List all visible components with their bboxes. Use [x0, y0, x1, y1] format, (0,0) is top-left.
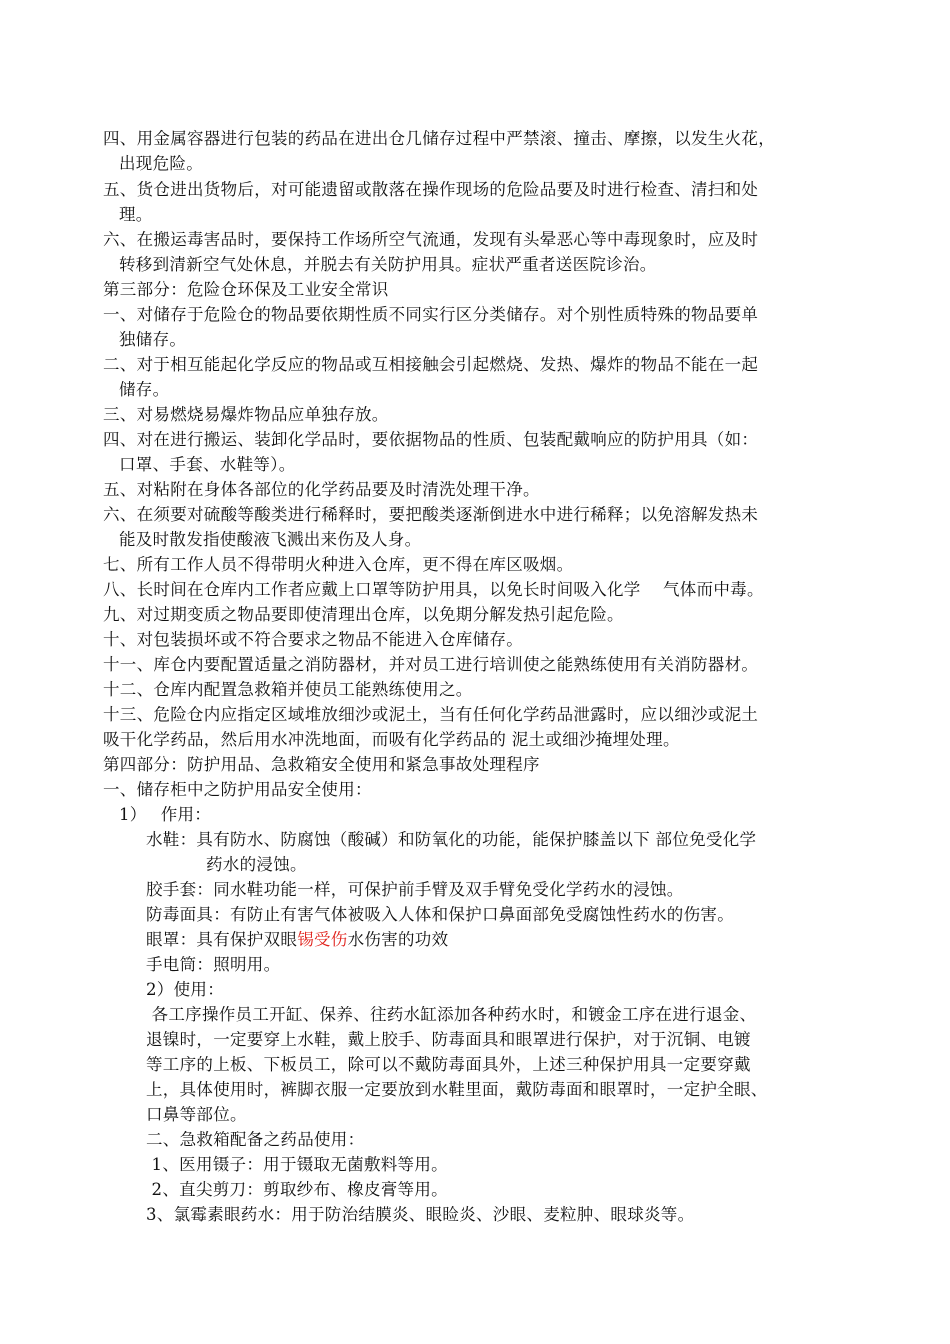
- text-line: 四、对在进行搬运、装卸化学品时，要依据物品的性质、包装配戴响应的防护用具（如：: [103, 430, 759, 449]
- text-line: 1） 作用：: [119, 805, 212, 824]
- text-line: 药水的浸蚀。: [206, 855, 307, 874]
- text-segment: 水伤害的功效: [347, 930, 449, 949]
- text-line: 各工序操作员工开缸、保养、往药水缸添加各种药水时，和镀金工序在进行退金、: [146, 1005, 757, 1024]
- text-line: 胶手套：同水鞋功能一样，可保护前手臂及双手臂免受化学药水的浸蚀。: [146, 880, 684, 899]
- text-line: 手电筒：照明用。: [146, 955, 281, 974]
- text-line: 八、长时间在仓库内工作者应戴上口罩等防护用具，以免长时间吸入化学 气体而中毒。: [103, 580, 764, 599]
- text-line: 十二、仓库内配置急救箱并使员工能熟练使用之。: [103, 680, 473, 699]
- text-line: 转移到清新空气处休息，并脱去有关防护用具。症状严重者送医院诊治。: [119, 255, 657, 274]
- text-line: 口鼻等部位。: [146, 1105, 247, 1124]
- text-line: 四、用金属容器进行包装的药品在进出仓几储存过程中严禁滚、撞击、摩擦，以发生火花，: [103, 129, 775, 148]
- text-line: 3、氯霉素眼药水：用于防治结膜炎、眼睑炎、沙眼、麦粒肿、眼球炎等。: [146, 1205, 695, 1224]
- text-line: 退镍时，一定要穿上水鞋，戴上胶手、防毒面具和眼罩进行保护，对于沉铜、电镀: [146, 1030, 751, 1049]
- text-line: 理。: [119, 205, 153, 224]
- text-line: 吸干化学药品，然后用水冲洗地面，而吸有化学药品的 泥土或细沙掩埋处理。: [103, 730, 680, 749]
- text-line: 出现危险。: [119, 154, 203, 173]
- text-line: 口罩、手套、水鞋等）。: [119, 455, 296, 474]
- text-line: 二、急救箱配备之药品使用：: [146, 1130, 365, 1149]
- text-line: 十一、库仓内要配置适量之消防器材，并对员工进行培训使之能熟练使用有关消防器材。: [103, 655, 759, 674]
- text-line: 九、对过期变质之物品要即使清理出仓库，以免期分解发热引起危险。: [103, 605, 624, 624]
- text-line: 等工序的上板、下板员工，除可以不戴防毒面具外，上述三种保护用具一定要穿戴: [146, 1055, 751, 1074]
- text-line: 独储存。: [119, 330, 187, 349]
- text-line: 防毒面具：有防止有害气体被吸入人体和保护口鼻面部免受腐蚀性药水的伤害。: [146, 905, 734, 924]
- text-line: 三、对易燃烧易爆炸物品应单独存放。: [103, 405, 389, 424]
- text-line: 2、直尖剪刀：剪取纱布、橡皮膏等用。: [146, 1180, 448, 1199]
- text-line: 六、在须要对硫酸等酸类进行稀释时，要把酸类逐渐倒进水中进行稀释；以免溶解发热未: [103, 505, 759, 524]
- section-heading: 第四部分：防护用品、急救箱安全使用和紧急事故处理程序: [103, 755, 540, 774]
- text-line: 二、对于相互能起化学反应的物品或互相接触会引起燃烧、发热、爆炸的物品不能在一起: [103, 355, 759, 374]
- text-line: 五、货仓进出货物后，对可能遗留或散落在操作现场的危险品要及时进行检查、清扫和处: [103, 180, 759, 199]
- text-line: 十、对包装损坏或不符合要求之物品不能进入仓库储存。: [103, 630, 523, 649]
- text-segment: 眼罩：具有保护双眼: [146, 930, 298, 949]
- text-line: 五、对粘附在身体各部位的化学药品要及时清洗处理干净。: [103, 480, 540, 499]
- text-line: 七、所有工作人员不得带明火种进入仓库，更不得在库区吸烟。: [103, 555, 574, 574]
- text-line: 一、储存柜中之防护用品安全使用：: [103, 780, 372, 799]
- text-line: 能及时散发指使酸液飞溅出来伤及人身。: [119, 530, 422, 549]
- text-line: 一、对储存于危险仓的物品要依期性质不同实行区分类储存。对个别性质特殊的物品要单: [103, 305, 759, 324]
- text-line: 十三、危险仓内应指定区域堆放细沙或泥土，当有任何化学药品泄露时，应以细沙或泥土: [103, 705, 759, 724]
- text-line: 2）使用：: [146, 980, 224, 999]
- text-line: 水鞋：具有防水、防腐蚀（酸碱）和防氧化的功能，能保护膝盖以下 部位免受化学: [146, 830, 757, 849]
- text-line: [146, 927, 448, 952]
- highlighted-text: 锡受伤: [297, 930, 348, 949]
- text-line: 上，具体使用时，裤脚衣服一定要放到水鞋里面，戴防毒面和眼罩时，一定护全眼、: [146, 1080, 768, 1099]
- text-line: 1、医用镊子：用于镊取无菌敷料等用。: [146, 1155, 448, 1174]
- section-heading: 第三部分：危险仓环保及工业安全常识: [103, 280, 389, 299]
- text-line: 储存。: [119, 380, 170, 399]
- text-line: 六、在搬运毒害品时，要保持工作场所空气流通，发现有头晕恶心等中毒现象时，应及时: [103, 230, 759, 249]
